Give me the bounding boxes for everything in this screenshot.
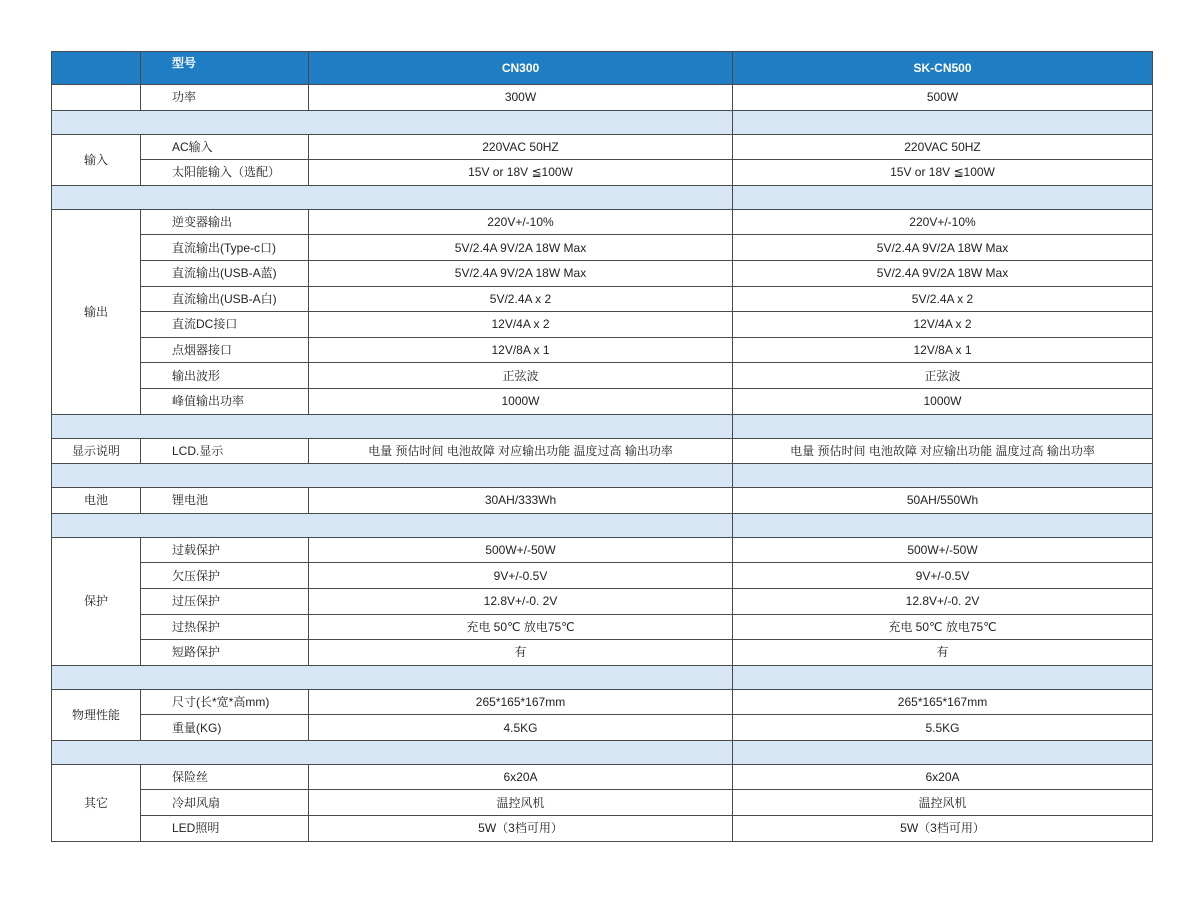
- table-row: [52, 537, 1153, 563]
- header-model-sk-cn500: SK-CN500: [733, 52, 1153, 85]
- separator-cell-right: [733, 110, 1153, 134]
- table-row: [52, 588, 1153, 614]
- table-row: [52, 209, 1153, 235]
- table-row: [52, 816, 1153, 842]
- spec-value-sk-cn500: 5.5KG: [733, 715, 1153, 741]
- separator-cell-left: [52, 464, 733, 488]
- spec-value-cn300: 300W: [309, 85, 733, 111]
- spec-value-sk-cn500: 有: [733, 640, 1153, 666]
- section-separator-row: [52, 185, 1153, 209]
- spec-label-cell: 直流输出(USB-A白): [141, 286, 309, 312]
- spec-label-cell: 功率: [141, 85, 309, 111]
- spec-value-cn300: 电量 预估时间 电池故障 对应输出功能 温度过高 输出功率: [309, 438, 733, 464]
- spec-value-sk-cn500: 500W: [733, 85, 1153, 111]
- spec-label-cell: 过载保护: [141, 537, 309, 563]
- spec-label-cell: 锂电池: [141, 488, 309, 514]
- spec-label-cell: 短路保护: [141, 640, 309, 666]
- separator-cell-right: [733, 414, 1153, 438]
- spec-label-cell: 逆变器输出: [141, 209, 309, 235]
- separator-cell-right: [733, 185, 1153, 209]
- separator-cell-left: [52, 513, 733, 537]
- table-row: [52, 134, 1153, 160]
- section-separator-row: [52, 665, 1153, 689]
- table-row: [52, 286, 1153, 312]
- header-blank-cell: [52, 52, 141, 85]
- group-label-cell: [52, 85, 141, 111]
- group-label-cell: 保护: [52, 537, 141, 665]
- spec-value-cn300: 12V/4A x 2: [309, 312, 733, 338]
- separator-cell-left: [52, 185, 733, 209]
- spec-value-sk-cn500: 220VAC 50HZ: [733, 134, 1153, 160]
- separator-cell-right: [733, 513, 1153, 537]
- spec-value-cn300: 9V+/-0.5V: [309, 563, 733, 589]
- spec-value-cn300: 1000W: [309, 388, 733, 414]
- spec-value-cn300: 15V or 18V ≦100W: [309, 160, 733, 186]
- spec-label-cell: 太阳能输入（选配）: [141, 160, 309, 186]
- table-row: [52, 715, 1153, 741]
- spec-value-cn300: 220VAC 50HZ: [309, 134, 733, 160]
- spec-value-sk-cn500: 电量 预估时间 电池故障 对应输出功能 温度过高 输出功率: [733, 438, 1153, 464]
- spec-value-cn300: 5W（3档可用）: [309, 816, 733, 842]
- group-label-cell: 电池: [52, 488, 141, 514]
- table-row: [52, 235, 1153, 261]
- table-row: [52, 790, 1153, 816]
- section-separator-row: [52, 414, 1153, 438]
- spec-label-cell: 直流DC接口: [141, 312, 309, 338]
- spec-label-cell: 尺寸(长*宽*高mm): [141, 689, 309, 715]
- spec-value-cn300: 4.5KG: [309, 715, 733, 741]
- spec-value-sk-cn500: 50AH/550Wh: [733, 488, 1153, 514]
- spec-value-cn300: 500W+/-50W: [309, 537, 733, 563]
- header-model-cn300: CN300: [309, 52, 733, 85]
- header-model-label: 型号: [141, 52, 309, 85]
- spec-table: [51, 51, 1153, 842]
- spec-value-sk-cn500: 12.8V+/-0. 2V: [733, 588, 1153, 614]
- spec-value-cn300: 12.8V+/-0. 2V: [309, 588, 733, 614]
- spec-label-cell: 直流输出(USB-A蓝): [141, 260, 309, 286]
- section-separator-row: [52, 513, 1153, 537]
- spec-label-cell: 过热保护: [141, 614, 309, 640]
- table-row: [52, 260, 1153, 286]
- spec-value-cn300: 有: [309, 640, 733, 666]
- spec-value-sk-cn500: 5V/2.4A x 2: [733, 286, 1153, 312]
- spec-value-cn300: 6x20A: [309, 764, 733, 790]
- table-row: [52, 563, 1153, 589]
- spec-value-sk-cn500: 5W（3档可用）: [733, 816, 1153, 842]
- table-row: [52, 614, 1153, 640]
- spec-value-cn300: 5V/2.4A 9V/2A 18W Max: [309, 235, 733, 261]
- table-row: [52, 160, 1153, 186]
- spec-table-body: [52, 52, 1153, 842]
- spec-label-cell: 欠压保护: [141, 563, 309, 589]
- spec-value-sk-cn500: 12V/4A x 2: [733, 312, 1153, 338]
- spec-value-sk-cn500: 9V+/-0.5V: [733, 563, 1153, 589]
- spec-value-sk-cn500: 6x20A: [733, 764, 1153, 790]
- spec-label-cell: AC输入: [141, 134, 309, 160]
- spec-label-cell: 峰值输出功率: [141, 388, 309, 414]
- table-row: [52, 363, 1153, 389]
- table-row: [52, 640, 1153, 666]
- table-row: [52, 488, 1153, 514]
- table-row: [52, 388, 1153, 414]
- group-label-cell: 物理性能: [52, 689, 141, 740]
- spec-value-cn300: 充电 50℃ 放电75℃: [309, 614, 733, 640]
- spec-value-sk-cn500: 220V+/-10%: [733, 209, 1153, 235]
- separator-cell-left: [52, 740, 733, 764]
- spec-value-cn300: 12V/8A x 1: [309, 337, 733, 363]
- spec-value-sk-cn500: 265*165*167mm: [733, 689, 1153, 715]
- spec-value-sk-cn500: 500W+/-50W: [733, 537, 1153, 563]
- section-separator-row: [52, 110, 1153, 134]
- table-row: [52, 312, 1153, 338]
- separator-cell-left: [52, 414, 733, 438]
- separator-cell-right: [733, 665, 1153, 689]
- spec-label-cell: 重量(KG): [141, 715, 309, 741]
- separator-cell-left: [52, 110, 733, 134]
- spec-value-cn300: 30AH/333Wh: [309, 488, 733, 514]
- spec-value-cn300: 5V/2.4A 9V/2A 18W Max: [309, 260, 733, 286]
- table-row: [52, 337, 1153, 363]
- spec-value-sk-cn500: 15V or 18V ≦100W: [733, 160, 1153, 186]
- spec-value-cn300: 220V+/-10%: [309, 209, 733, 235]
- spec-value-cn300: 5V/2.4A x 2: [309, 286, 733, 312]
- spec-label-cell: 输出波形: [141, 363, 309, 389]
- spec-value-sk-cn500: 1000W: [733, 388, 1153, 414]
- spec-value-sk-cn500: 5V/2.4A 9V/2A 18W Max: [733, 235, 1153, 261]
- spec-value-cn300: 265*165*167mm: [309, 689, 733, 715]
- header-row: [52, 52, 1153, 85]
- spec-label-cell: LCD.显示: [141, 438, 309, 464]
- group-label-cell: 输入: [52, 134, 141, 185]
- section-separator-row: [52, 464, 1153, 488]
- spec-value-cn300: 正弦波: [309, 363, 733, 389]
- spec-label-cell: 点烟器接口: [141, 337, 309, 363]
- spec-label-cell: LED照明: [141, 816, 309, 842]
- spec-label-cell: 直流输出(Type-c口): [141, 235, 309, 261]
- separator-cell-right: [733, 740, 1153, 764]
- spec-value-sk-cn500: 充电 50℃ 放电75℃: [733, 614, 1153, 640]
- spec-value-sk-cn500: 温控风机: [733, 790, 1153, 816]
- table-row: [52, 85, 1153, 111]
- group-label-cell: 其它: [52, 764, 141, 841]
- section-separator-row: [52, 740, 1153, 764]
- spec-label-cell: 冷却风扇: [141, 790, 309, 816]
- spec-value-cn300: 温控风机: [309, 790, 733, 816]
- group-label-cell: 输出: [52, 209, 141, 414]
- spec-label-cell: 过压保护: [141, 588, 309, 614]
- table-row: [52, 689, 1153, 715]
- separator-cell-left: [52, 665, 733, 689]
- separator-cell-right: [733, 464, 1153, 488]
- group-label-cell: 显示说明: [52, 438, 141, 464]
- spec-value-sk-cn500: 12V/8A x 1: [733, 337, 1153, 363]
- spec-value-sk-cn500: 5V/2.4A 9V/2A 18W Max: [733, 260, 1153, 286]
- table-row: [52, 438, 1153, 464]
- spec-label-cell: 保险丝: [141, 764, 309, 790]
- spec-value-sk-cn500: 正弦波: [733, 363, 1153, 389]
- table-row: [52, 764, 1153, 790]
